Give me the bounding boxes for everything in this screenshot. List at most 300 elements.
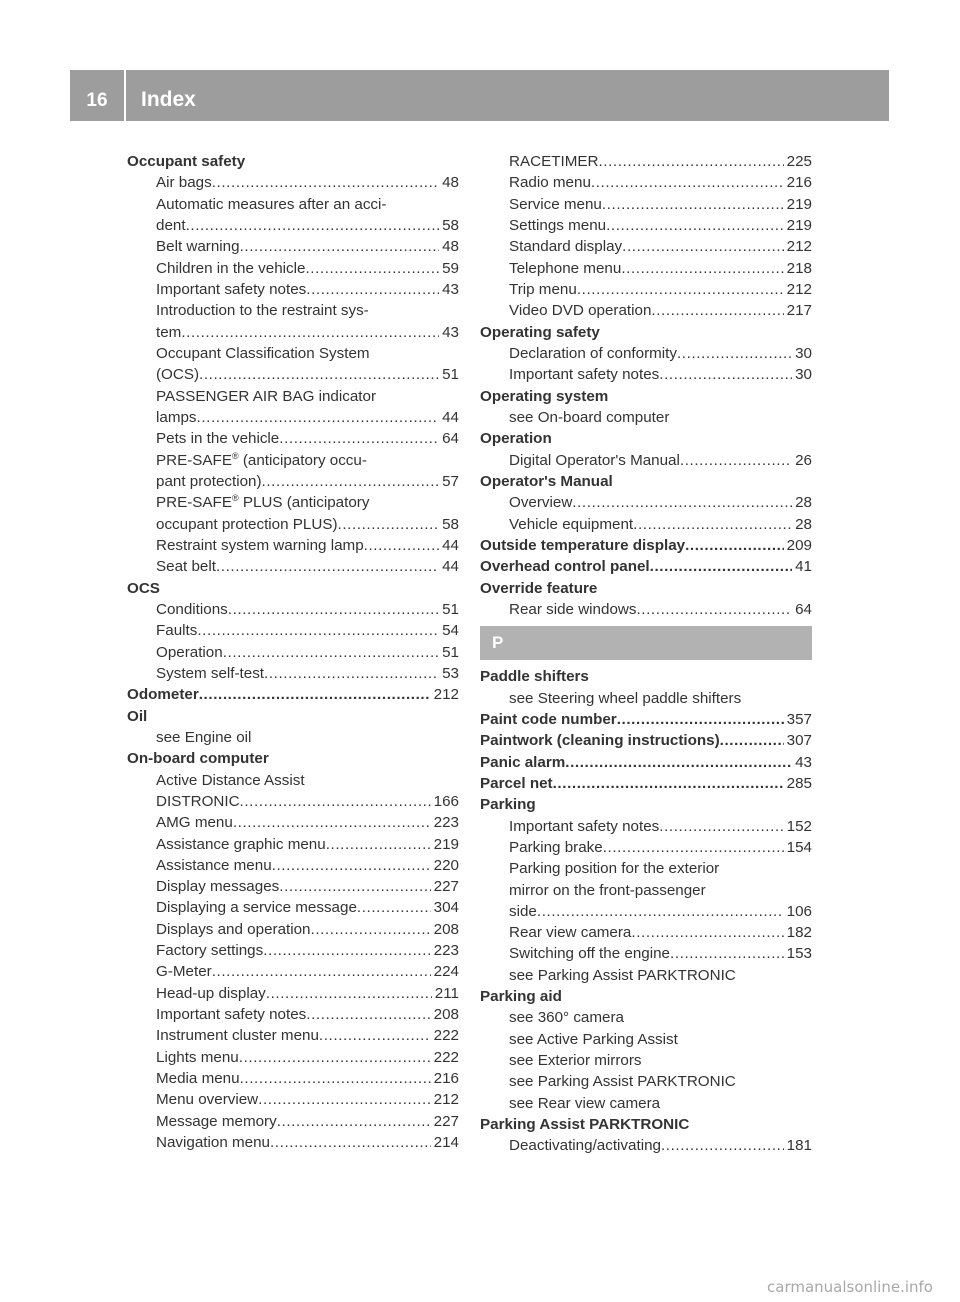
entry-text: Children in the vehicle xyxy=(156,259,306,277)
entry-text: Parking Assist PARKTRONIC xyxy=(480,1116,690,1134)
page-ref[interactable]: 219 xyxy=(786,216,812,234)
entry-text: Digital Operator's Manual xyxy=(509,451,680,469)
index-subentry xyxy=(127,1111,459,1132)
index-subentry xyxy=(480,1135,812,1156)
entry-text: AMG menu xyxy=(156,814,233,832)
index-heading xyxy=(480,556,812,577)
page-ref[interactable]: 223 xyxy=(433,942,459,960)
index-subentry xyxy=(127,834,459,855)
page-title: Index xyxy=(141,88,196,111)
leader-dots xyxy=(364,535,439,556)
index-subentry xyxy=(480,880,812,901)
page-ref[interactable]: 106 xyxy=(786,902,812,920)
index-subentry xyxy=(127,236,459,257)
leader-dots xyxy=(262,471,440,492)
leader-dots xyxy=(553,773,784,794)
entry-text: pant protection) xyxy=(156,472,262,490)
entry-text: Display messages xyxy=(156,878,280,896)
leader-dots xyxy=(670,943,784,964)
index-subentry xyxy=(480,1029,812,1050)
entry-text: Settings menu xyxy=(509,216,607,234)
entry-text: Telephone menu xyxy=(509,259,622,277)
index-subentry xyxy=(127,364,459,385)
entry-text: Paintwork (cleaning instructions) xyxy=(480,732,720,750)
entry-text: mirror on the front-passenger xyxy=(509,881,706,899)
leader-dots xyxy=(577,279,784,300)
leader-dots xyxy=(602,194,784,215)
index-heading xyxy=(480,752,812,773)
index-subentry xyxy=(127,727,459,748)
index-subentry xyxy=(127,386,459,407)
index-heading xyxy=(480,794,812,815)
entry-text: Operating safety xyxy=(480,323,600,341)
page-ref[interactable]: 182 xyxy=(786,924,812,942)
leader-dots xyxy=(306,279,439,300)
entry-text: see Rear view camera xyxy=(509,1094,661,1112)
leader-dots xyxy=(216,556,439,577)
entry-text: see On-board computer xyxy=(509,408,670,426)
index-heading xyxy=(480,386,812,407)
page-header xyxy=(70,70,889,121)
index-subentry xyxy=(480,364,812,385)
page-ref[interactable]: 51 xyxy=(442,366,459,384)
index-subentry xyxy=(127,194,459,215)
entry-text: Rear side windows xyxy=(509,600,637,618)
entry-text: Trip menu xyxy=(509,280,577,298)
entry-text: Parking position for the exterior xyxy=(509,860,720,878)
entry-text: Seat belt xyxy=(156,558,216,576)
index-subentry xyxy=(127,471,459,492)
index-heading xyxy=(480,578,812,599)
leader-dots xyxy=(357,897,431,918)
page-number: 16 xyxy=(70,70,126,121)
index-column-right xyxy=(480,151,812,1157)
page-ref[interactable]: 53 xyxy=(442,664,459,682)
index-subentry xyxy=(127,514,459,535)
page-ref[interactable]: 43 xyxy=(795,753,812,771)
page-ref[interactable]: 64 xyxy=(442,430,459,448)
leader-dots xyxy=(661,1135,784,1156)
leader-dots xyxy=(650,556,792,577)
index-heading xyxy=(127,706,459,727)
entry-text: Displaying a service message xyxy=(156,899,357,917)
entry-text: lamps xyxy=(156,408,197,426)
index-subentry xyxy=(127,1047,459,1068)
leader-dots xyxy=(223,642,439,663)
entry-text: Odometer xyxy=(127,686,199,704)
index-subentry xyxy=(480,258,812,279)
entry-text: Introduction to the restraint sys- xyxy=(156,302,369,320)
page-ref[interactable]: 212 xyxy=(433,686,459,704)
index-subentry xyxy=(127,258,459,279)
entry-text: dent xyxy=(156,216,186,234)
entry-text: Operation xyxy=(480,430,552,448)
index-subentry xyxy=(480,407,812,428)
entry-text: see Exterior mirrors xyxy=(509,1052,642,1070)
index-heading xyxy=(480,986,812,1007)
page-ref[interactable]: 48 xyxy=(442,238,459,256)
page-ref[interactable]: 212 xyxy=(786,280,812,298)
index-subentry xyxy=(127,642,459,663)
index-subentry xyxy=(480,965,812,986)
leader-dots xyxy=(279,428,439,449)
index-subentry xyxy=(127,599,459,620)
page-ref[interactable]: 217 xyxy=(786,302,812,320)
page-ref[interactable]: 57 xyxy=(442,472,459,490)
page-ref[interactable]: 28 xyxy=(795,515,812,533)
entry-text: Operation xyxy=(156,643,223,661)
page-ref[interactable]: 223 xyxy=(433,814,459,832)
index-subentry xyxy=(127,961,459,982)
leader-dots xyxy=(338,514,440,535)
index-subentry xyxy=(480,837,812,858)
index-subentry xyxy=(127,897,459,918)
leader-dots xyxy=(633,514,792,535)
page-ref[interactable]: 216 xyxy=(433,1070,459,1088)
page-ref[interactable]: 51 xyxy=(442,643,459,661)
page-ref[interactable]: 30 xyxy=(795,366,812,384)
entry-text: Message memory xyxy=(156,1112,277,1130)
index-subentry xyxy=(127,919,459,940)
page-ref[interactable]: 181 xyxy=(786,1137,812,1155)
index-subentry xyxy=(480,858,812,879)
index-subentry xyxy=(127,1004,459,1025)
entry-text: Override feature xyxy=(480,579,598,597)
page-ref[interactable]: 44 xyxy=(442,408,459,426)
page-ref[interactable]: 28 xyxy=(795,494,812,512)
page-ref[interactable]: 212 xyxy=(433,1091,459,1109)
page-ref[interactable]: 43 xyxy=(442,280,459,298)
page-ref[interactable]: 51 xyxy=(442,600,459,618)
entry-text: Service menu xyxy=(509,195,602,213)
index-subentry xyxy=(127,620,459,641)
page-ref[interactable]: 43 xyxy=(442,323,459,341)
leader-dots xyxy=(636,599,792,620)
page-ref[interactable]: 64 xyxy=(795,600,812,618)
index-subentry xyxy=(480,816,812,837)
entry-text: Operator's Manual xyxy=(480,472,613,490)
leader-dots xyxy=(677,343,792,364)
index-heading xyxy=(480,1114,812,1135)
leader-dots xyxy=(263,940,430,961)
leader-dots xyxy=(319,1025,431,1046)
entry-text: Vehicle equipment xyxy=(509,515,634,533)
entry-text: occupant protection PLUS) xyxy=(156,515,338,533)
leader-dots xyxy=(617,709,784,730)
leader-dots xyxy=(240,1068,431,1089)
leader-dots xyxy=(197,407,440,428)
page-ref[interactable]: 58 xyxy=(442,216,459,234)
entry-text: Parking aid xyxy=(480,988,562,1006)
entry-text: Air bags xyxy=(156,174,212,192)
leader-dots xyxy=(659,816,783,837)
page-ref[interactable]: 304 xyxy=(433,899,459,917)
page-ref[interactable]: 209 xyxy=(786,536,812,554)
entry-text: Factory settings xyxy=(156,942,264,960)
entry-text: tem xyxy=(156,323,182,341)
page-ref[interactable]: 219 xyxy=(433,835,459,853)
leader-dots xyxy=(591,172,784,193)
index-subentry xyxy=(127,215,459,236)
entry-text: Active Distance Assist xyxy=(156,771,305,789)
entry-text: G-Meter xyxy=(156,963,212,981)
leader-dots xyxy=(279,876,430,897)
index-letter-heading: P xyxy=(480,626,812,660)
entry-text: Navigation menu xyxy=(156,1134,270,1152)
entry-text: Paint code number xyxy=(480,710,617,728)
leader-dots xyxy=(606,215,784,236)
index-subentry xyxy=(127,940,459,961)
entry-text: Belt warning xyxy=(156,238,240,256)
index-heading xyxy=(480,773,812,794)
index-subentry xyxy=(127,428,459,449)
entry-text: PASSENGER AIR BAG indicator xyxy=(156,387,377,405)
leader-dots xyxy=(603,837,784,858)
entry-text: (OCS) xyxy=(156,366,200,384)
index-subentry xyxy=(480,236,812,257)
leader-dots xyxy=(680,450,792,471)
index-subentry xyxy=(480,599,812,620)
index-heading xyxy=(127,151,459,172)
entry-text: PRE-SAFE® (anticipatory occu- xyxy=(156,450,367,469)
index-heading xyxy=(480,471,812,492)
leader-dots xyxy=(266,983,432,1004)
page-ref[interactable]: 212 xyxy=(786,238,812,256)
leader-dots xyxy=(233,812,431,833)
leader-dots xyxy=(240,236,440,257)
leader-dots xyxy=(720,730,784,751)
index-heading xyxy=(480,666,812,687)
page-ref[interactable]: 58 xyxy=(442,515,459,533)
index-subentry xyxy=(480,1071,812,1092)
entry-text: Oil xyxy=(127,707,148,725)
leader-dots xyxy=(277,1111,431,1132)
index-heading xyxy=(480,428,812,449)
page-ref[interactable]: 222 xyxy=(433,1048,459,1066)
leader-dots xyxy=(212,172,439,193)
entry-text: Occupant safety xyxy=(127,153,246,170)
index-subentry xyxy=(127,812,459,833)
leader-dots xyxy=(240,791,431,812)
entry-text: see Engine oil xyxy=(156,728,252,746)
index-subentry xyxy=(127,983,459,1004)
index-subentry xyxy=(127,876,459,897)
entry-text: Restraint system warning lamp xyxy=(156,536,364,554)
entry-text: Faults xyxy=(156,622,198,640)
leader-dots xyxy=(622,236,784,257)
index-subentry xyxy=(127,663,459,684)
entry-text: see Active Parking Assist xyxy=(509,1030,678,1048)
page-ref[interactable]: 227 xyxy=(433,1112,459,1130)
index-subentry xyxy=(127,172,459,193)
leader-dots xyxy=(311,919,431,940)
entry-text: Deactivating/activating xyxy=(509,1137,661,1155)
index-subentry xyxy=(480,343,812,364)
page-ref[interactable]: 152 xyxy=(786,817,812,835)
index-subentry xyxy=(480,1007,812,1028)
index-heading xyxy=(127,578,459,599)
index-subentry xyxy=(480,492,812,513)
entry-text: Outside temperature display xyxy=(480,536,686,554)
entry-text: On-board computer xyxy=(127,750,269,768)
index-heading xyxy=(480,730,812,751)
entry-text: see Parking Assist PARKTRONIC xyxy=(509,1073,736,1091)
leader-dots xyxy=(212,961,431,982)
index-subentry xyxy=(127,322,459,343)
entry-text: Overview xyxy=(509,494,573,512)
page-ref[interactable]: 48 xyxy=(442,174,459,192)
leader-dots xyxy=(239,1047,431,1068)
entry-text: Important safety notes xyxy=(156,1006,307,1024)
index-heading xyxy=(127,748,459,769)
leader-dots xyxy=(186,215,440,236)
leader-dots xyxy=(258,1089,431,1110)
leader-dots xyxy=(199,684,431,705)
leader-dots xyxy=(199,364,439,385)
page-ref[interactable]: 218 xyxy=(786,259,812,277)
page-ref[interactable]: 220 xyxy=(433,856,459,874)
entry-text: see Parking Assist PARKTRONIC xyxy=(509,966,736,984)
entry-text: Media menu xyxy=(156,1070,240,1088)
index-heading xyxy=(127,684,459,705)
entry-text: RACETIMER xyxy=(509,153,599,170)
entry-text: OCS xyxy=(127,579,160,597)
entry-text: Operating system xyxy=(480,387,609,405)
leader-dots xyxy=(228,599,439,620)
page-ref[interactable]: 307 xyxy=(786,732,812,750)
index-subentry xyxy=(480,450,812,471)
leader-dots xyxy=(197,620,439,641)
entry-text: Instrument cluster menu xyxy=(156,1027,319,1045)
entry-text: Important safety notes xyxy=(509,366,660,384)
page-ref[interactable]: 208 xyxy=(433,920,459,938)
index-subentry xyxy=(127,1068,459,1089)
page-ref[interactable]: 44 xyxy=(442,536,459,554)
index-subentry xyxy=(480,514,812,535)
index-subentry xyxy=(480,943,812,964)
entry-text: Important safety notes xyxy=(156,280,307,298)
index-heading xyxy=(480,535,812,556)
leader-dots xyxy=(306,1004,430,1025)
index-subentry xyxy=(480,688,812,709)
entry-text: Switching off the engine xyxy=(509,945,670,963)
page-ref[interactable]: 44 xyxy=(442,558,459,576)
index-subentry xyxy=(127,279,459,300)
leader-dots xyxy=(685,535,784,556)
entry-text: PRE-SAFE® PLUS (anticipatory xyxy=(156,493,370,512)
leader-dots xyxy=(659,364,792,385)
index-subentry xyxy=(127,1089,459,1110)
entry-text: Lights menu xyxy=(156,1048,239,1066)
entry-text: Parking brake xyxy=(509,838,603,856)
leader-dots xyxy=(264,663,439,684)
index-subentry xyxy=(480,172,812,193)
entry-text: Conditions xyxy=(156,600,228,618)
entry-text: Radio menu xyxy=(509,174,591,192)
index-subentry xyxy=(480,922,812,943)
index-subentry xyxy=(480,901,812,922)
index-subentry xyxy=(127,450,459,471)
page-ref[interactable]: 214 xyxy=(433,1134,459,1152)
entry-text: Rear view camera xyxy=(509,924,632,942)
page-ref[interactable]: 224 xyxy=(433,963,459,981)
index-subentry xyxy=(127,791,459,812)
page-ref[interactable]: 59 xyxy=(442,259,459,277)
entry-text: Head-up display xyxy=(156,984,266,1002)
index-column-left xyxy=(127,151,459,1153)
leader-dots xyxy=(326,834,431,855)
page-ref[interactable]: 222 xyxy=(433,1027,459,1045)
leader-dots xyxy=(572,492,792,513)
index-heading xyxy=(480,709,812,730)
entry-text: Paddle shifters xyxy=(480,668,589,686)
entry-text: Panic alarm xyxy=(480,753,566,771)
index-subentry xyxy=(127,1132,459,1153)
leader-dots xyxy=(272,855,431,876)
index-subentry xyxy=(480,279,812,300)
page-ref[interactable]: 153 xyxy=(786,945,812,963)
entry-text: Parking xyxy=(480,796,536,814)
page-ref[interactable]: 211 xyxy=(434,984,459,1002)
page-ref[interactable]: 208 xyxy=(433,1006,459,1024)
page-ref[interactable]: 54 xyxy=(442,622,459,640)
page-ref[interactable]: 154 xyxy=(786,838,812,856)
index-subentry xyxy=(480,1050,812,1071)
page-ref[interactable]: 166 xyxy=(433,792,459,810)
entry-text: side xyxy=(509,902,537,920)
index-subentry xyxy=(127,855,459,876)
entry-text: Automatic measures after an acci- xyxy=(156,195,387,213)
leader-dots xyxy=(621,258,783,279)
entry-text: Assistance menu xyxy=(156,856,272,874)
index-subentry xyxy=(127,407,459,428)
page-ref[interactable]: 219 xyxy=(786,195,812,213)
page-ref[interactable]: 41 xyxy=(795,558,812,576)
page-ref[interactable]: 216 xyxy=(786,174,812,192)
page-ref[interactable]: 227 xyxy=(433,878,459,896)
index-subentry xyxy=(480,151,812,172)
index-subentry xyxy=(127,770,459,791)
entry-text: Important safety notes xyxy=(509,817,660,835)
leader-dots xyxy=(631,922,783,943)
index-heading xyxy=(480,322,812,343)
index-subentry xyxy=(127,535,459,556)
entry-text: Occupant Classification System xyxy=(156,344,370,362)
leader-dots xyxy=(181,322,439,343)
index-subentry xyxy=(127,343,459,364)
page-ref[interactable]: 225 xyxy=(786,153,812,170)
leader-dots xyxy=(651,300,783,321)
index-subentry xyxy=(480,194,812,215)
page-ref[interactable]: 26 xyxy=(795,451,812,469)
index-subentry xyxy=(127,556,459,577)
entry-text: see 360° camera xyxy=(509,1009,624,1027)
index-subentry xyxy=(127,300,459,321)
page-ref[interactable]: 285 xyxy=(786,774,812,792)
entry-text: Standard display xyxy=(509,238,623,256)
page-ref[interactable]: 30 xyxy=(795,344,812,362)
entry-text: Declaration of conformity xyxy=(509,344,677,362)
page-ref[interactable]: 357 xyxy=(786,710,812,728)
entry-text: see Steering wheel paddle shifters xyxy=(509,689,742,707)
leader-dots xyxy=(598,151,783,172)
leader-dots xyxy=(305,258,439,279)
index-subentry xyxy=(480,1093,812,1114)
index-subentry xyxy=(480,215,812,236)
entry-text: Pets in the vehicle xyxy=(156,430,280,448)
entry-text: Overhead control panel xyxy=(480,558,650,576)
watermark: carmanualsonline.info xyxy=(767,1278,933,1296)
